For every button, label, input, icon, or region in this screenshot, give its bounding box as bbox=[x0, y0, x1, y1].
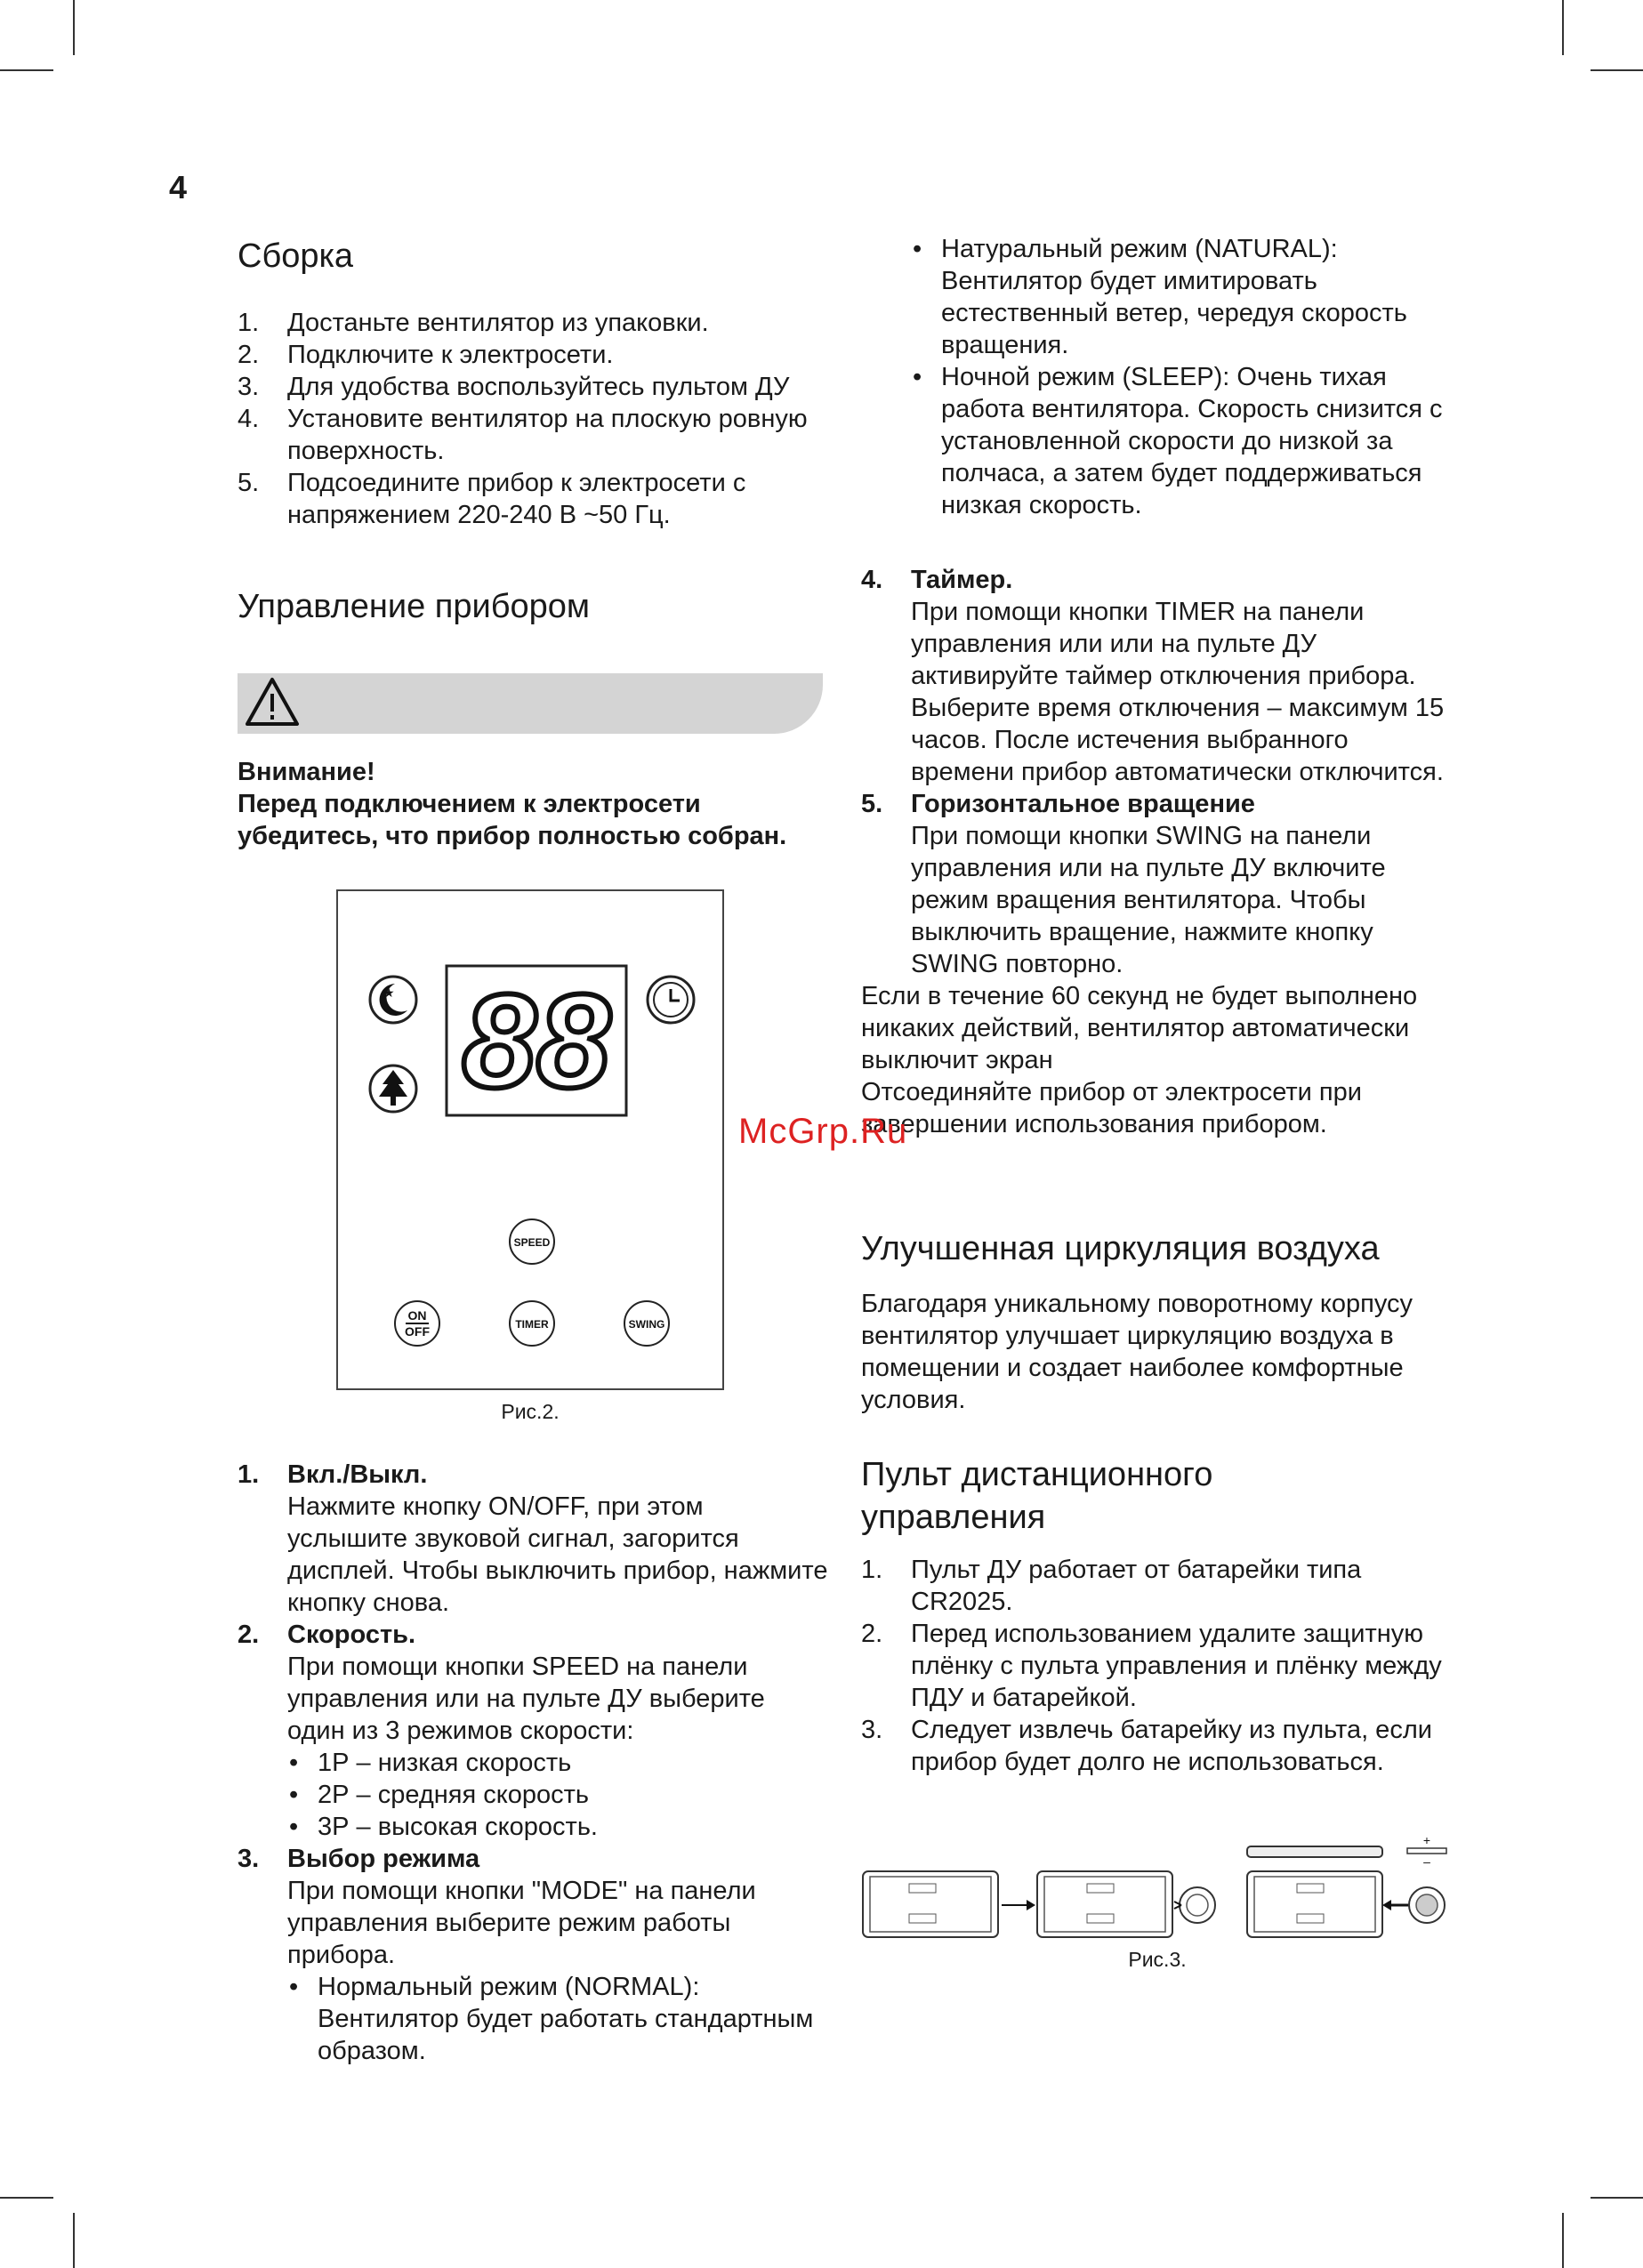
crop-mark bbox=[0, 2197, 53, 2199]
warning-text: Перед подключением к электросети убедитесь, что прибор полностью собран. bbox=[238, 790, 787, 850]
crop-mark bbox=[1562, 2213, 1564, 2268]
on-off-button bbox=[395, 1301, 439, 1346]
timer-button bbox=[510, 1301, 554, 1346]
bullet-item: • Ночной режим (SLEEP): Очень тихая работа вентилятора. Скорость снизится с установленной скорости до низкой за полчаса, а затем будет поддерживаться низкая скорость. bbox=[911, 361, 1462, 521]
crop-mark bbox=[0, 69, 53, 71]
list-item: 3. Для удобства воспользуйтесь пультом ДУ bbox=[238, 373, 790, 401]
crop-mark bbox=[1591, 2197, 1643, 2199]
arrow-icon bbox=[1382, 1900, 1391, 1910]
battery-figure bbox=[861, 1832, 1454, 1939]
svg-text:OFF: OFF bbox=[405, 1324, 430, 1339]
swing-button bbox=[624, 1301, 669, 1346]
crop-mark bbox=[73, 0, 75, 55]
remote-icon bbox=[1247, 1871, 1382, 1937]
remote-title-line1: Пульт дистанционного bbox=[861, 1456, 1213, 1493]
warning-icon bbox=[244, 676, 301, 728]
assembly-steps bbox=[238, 307, 838, 531]
list-item: 2. Перед использованием удалите защитную плёнку с пульта управления и плёнку между ПДУ и батарейкой. bbox=[861, 1620, 1442, 1712]
control-title: Управление прибором bbox=[238, 588, 591, 625]
list-item: 4. Установите вентилятор на плоскую ровную поверхность. bbox=[238, 405, 808, 465]
list-item: 2. Подключите к электросети. bbox=[238, 341, 614, 369]
list-item: 3. Следует извлечь батарейку из пульта, если прибор будет долго не использоваться. bbox=[861, 1716, 1432, 1776]
control-items-right bbox=[861, 564, 1453, 1140]
crop-mark bbox=[73, 2213, 75, 2268]
svg-text:ON: ON bbox=[407, 1308, 427, 1323]
battery-side-icon bbox=[1407, 1848, 1446, 1854]
crop-mark bbox=[1591, 69, 1643, 71]
figure-3-caption: Рис.3. bbox=[1128, 1948, 1187, 1971]
arrow-icon bbox=[1027, 1900, 1035, 1910]
bullet-item: • 2Р – средняя скорость bbox=[287, 1779, 829, 1811]
control-panel-figure bbox=[336, 889, 724, 1391]
plus-label: + bbox=[1422, 1833, 1431, 1847]
assembly-title: Сборка bbox=[238, 237, 354, 275]
list-item: 1. Пульт ДУ работает от батарейки типа CR2025. bbox=[861, 1556, 1362, 1616]
control-items-left bbox=[238, 1459, 829, 2067]
list-item: 2. Скорость. При помощи кнопки SPEED на панели управления или на пульте ДУ выберите один из 3 режимов скорости: • 1Р – низкая скорость • 2Р – средняя скорость • 3Р – высокая скорость. bbox=[238, 1619, 829, 1843]
battery-icon bbox=[1180, 1887, 1215, 1923]
bullet-item: • Натуральный режим (NATURAL): Вентилятор будет имитировать естественный ветер, чередуя скорость вращения. bbox=[911, 233, 1462, 361]
warning-bar bbox=[238, 673, 823, 734]
speed-button bbox=[510, 1219, 554, 1264]
warning-title: Внимание! bbox=[238, 758, 375, 786]
mode-bullets-continued bbox=[911, 233, 1462, 521]
svg-text:SWING: SWING bbox=[628, 1318, 665, 1331]
circulation-title: Улучшенная циркуляция воздуха bbox=[861, 1230, 1380, 1267]
remote-title-line2: управления bbox=[861, 1499, 1046, 1536]
circulation-text: Благодаря уникальному поворотному корпусу вентилятор улучшает циркуляцию воздуха в помещении и создает наиболее комфортные условия. bbox=[861, 1290, 1413, 1414]
display-digits: 88 bbox=[462, 966, 611, 1115]
bullet-item: • 3Р – высокая скорость. bbox=[287, 1811, 829, 1843]
auto-off-note: Если в течение 60 секунд не будет выполнено никаких действий, вентилятор автоматически выключит экран bbox=[861, 982, 1418, 1074]
crop-mark bbox=[1562, 0, 1564, 55]
bullet-item: • Нормальный режим (NORMAL): Вентилятор будет работать стандартным образом. bbox=[287, 1971, 829, 2067]
remote-icon bbox=[863, 1871, 998, 1937]
list-item: 3. Выбор режима При помощи кнопки "MODE" на панели управления выберите режим работы прибора. • Нормальный режим (NORMAL): Вентилятор будет работать стандартным образом. bbox=[238, 1843, 829, 2067]
remote-icon bbox=[1037, 1871, 1172, 1937]
watermark: McGrp.Ru bbox=[738, 1112, 908, 1151]
disconnect-note: Отсоединяйте прибор от электросети при завершении использования прибором. bbox=[861, 1078, 1362, 1138]
list-item: 4. Таймер. При помощи кнопки TIMER на панели управления или или на пульте ДУ активируйте таймер отключения прибора. Выберите время отключения – максимум 15 часов. После истечения выбранного времени прибор автоматически отключится. bbox=[861, 566, 1445, 786]
remote-side-view bbox=[1247, 1846, 1382, 1857]
list-item: 1. Вкл./Выкл. Нажмите кнопку ON/OFF, при этом услышите звуковой сигнал, загорится дисплей. Чтобы выключить прибор, нажмите кнопку снова. bbox=[238, 1460, 828, 1617]
list-item: 1. Достаньте вентилятор из упаковки. bbox=[238, 309, 709, 337]
list-item: 5. Подсоедините прибор к электросети с напряжением 220-240 В ~50 Гц. bbox=[238, 469, 746, 529]
svg-text:SPEED: SPEED bbox=[513, 1236, 551, 1249]
list-item: 5. Горизонтальное вращение При помощи кнопки SWING на панели управления или на пульте ДУ включите режим вращения вентилятора. Чтобы выключить вращение, нажмите кнопку SWING повторно. bbox=[861, 790, 1386, 978]
minus-label: – bbox=[1423, 1854, 1430, 1869]
page-number: 4 bbox=[169, 169, 188, 205]
svg-text:★: ★ bbox=[383, 985, 395, 1000]
figure-2-caption: Рис.2. bbox=[501, 1400, 560, 1423]
remote-steps bbox=[861, 1554, 1453, 1778]
bullet-item: • 1Р – низкая скорость bbox=[287, 1747, 829, 1779]
battery-icon bbox=[1409, 1887, 1445, 1923]
clock-icon bbox=[648, 977, 694, 1023]
svg-text:TIMER: TIMER bbox=[515, 1318, 549, 1331]
